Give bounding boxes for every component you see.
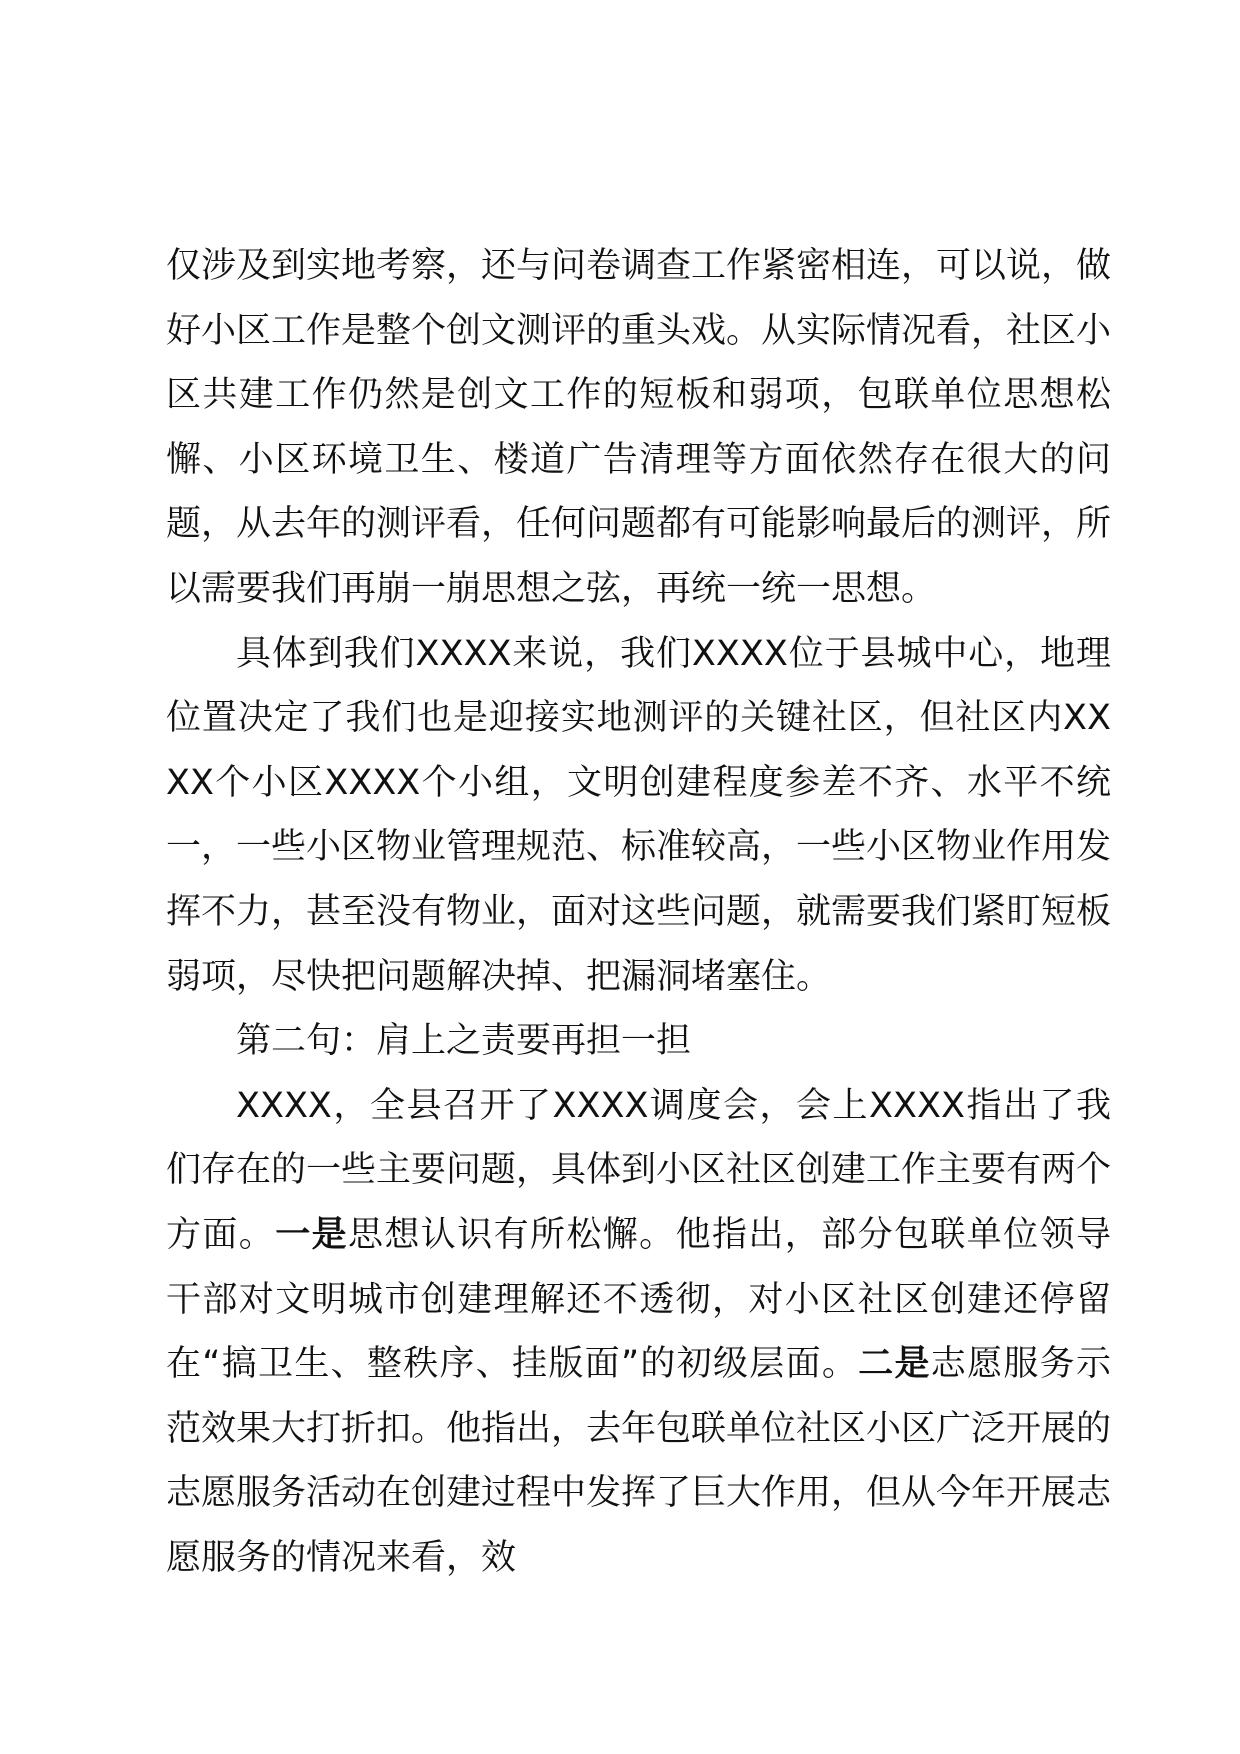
point-one-label: 一是 [275,1214,348,1255]
paragraph-text: 仅涉及到实地考察，还与问卷调查工作紧密相连，可以说，做好小区工作是整个创文测评的重头戏。从实际情况看，社区小区共建工作仍然是创文工作的短板和弱项，包联单位思想松懈、小区环境卫生、楼道广告清理等方面依然存在很大的问题，从去年的测评看，任何问题都有可能影响最后的测评，所以需要我们再崩一崩思想之弦，再统一统一思想。 [166,246,1112,609]
paragraph-text: 志愿服务示范效果大打折扣。他指出，去年包联单位社区小区广泛开展的志愿服务活动在创建过程中发挥了巨大作用，但从今年开展志愿服务的情况来看，效 [166,1344,1112,1578]
heading-text: 第二句：肩上之责要再担一担 [236,1021,692,1062]
paragraph-1 [166,234,1111,622]
point-two-label: 二是 [858,1344,931,1385]
document-body [166,234,1111,1590]
paragraph-2 [166,622,1111,1010]
paragraph-text: 思想认识有所松懈。他指出，部分包联单位领导干部对文明城市创建理解还不透彻，对小区社区创建还停留在“搞卫生、整秩序、挂版面”的初级层面。 [166,1214,1111,1385]
paragraph-4 [166,1074,1111,1591]
paragraph-text: XXXX，全县召开了XXXX调度会，会上XXXX指出了我们存在的一些主要问题，具体到小区社区创建工作主要有两个方面。 [166,1085,1112,1255]
section-heading-second-sentence [166,1009,1111,1074]
paragraph-text: 具体到我们XXXX来说，我们XXXX位于县城中心，地理位置决定了我们也是迎接实地测评的关键社区，但社区内XXXX个小区XXXX个小组，文明创建程度参差不齐、水平不统一，一些小区物业管理规范、标准较高，一些小区物业作用发挥不力，甚至没有物业，面对这些问题，就需要我们紧盯短板弱项，尽快把问题解决掉、把漏洞堵塞住。 [166,633,1112,997]
